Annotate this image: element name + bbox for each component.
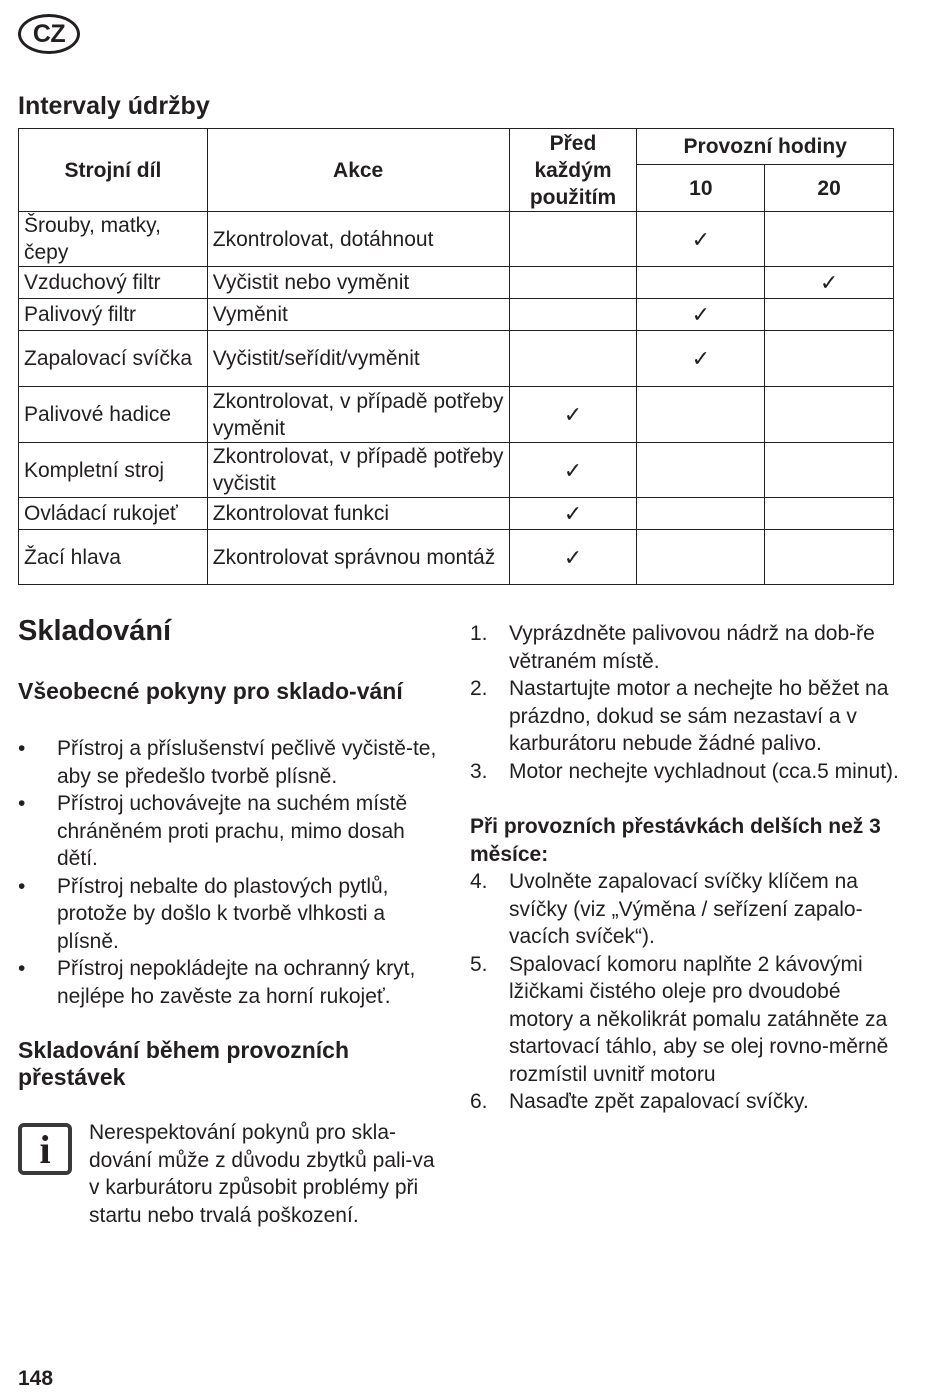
step-text: Spalovací komoru naplňte 2 kávovými lžičkami čistého oleje pro dvoudobé motory a několikrát pomalu zatáhněte za startovací táhlo, aby se olej rovno-měrně rozmístil uvnitř motoru: [509, 952, 889, 1086]
table-row: [19, 299, 894, 331]
step-text: Nastartujte motor a nechejte ho běžet na prázdno, dokud se sám nezastaví a v karburátoru nebude žádné palivo.: [509, 677, 889, 755]
header-before-each-use: Před každým použitím: [509, 129, 637, 212]
check-20-hours: [765, 443, 894, 498]
row-part: Palivové hadice: [19, 387, 208, 443]
step-number: 2.: [470, 677, 488, 700]
check-20-hours: [765, 530, 894, 585]
check-before-use: [509, 212, 637, 267]
check-20-hours: [765, 331, 894, 387]
step-text: Uvolněte zapalovací svíčky klíčem na svíčky (viz „Výměna / seřízení zapalo-vacích svíček“).: [509, 870, 863, 948]
header-20-hours: 20: [765, 165, 894, 212]
check-10-hours: ✓: [637, 299, 765, 331]
step-text: Nasaďte zpět zapalovací svíčky.: [509, 1090, 809, 1113]
long-pause-steps-list: [470, 868, 900, 1116]
row-action: Zkontrolovat, v případě potřeby vyměnit: [207, 387, 509, 443]
language-badge: CZ: [18, 14, 80, 54]
row-part: Ovládací rukojeť: [19, 498, 208, 530]
bullet-symbol: •: [18, 874, 26, 898]
steps-list: [470, 620, 900, 785]
storage-title: Skladování: [18, 615, 172, 647]
check-20-hours: ✓: [765, 267, 894, 299]
header-action: Akce: [207, 129, 509, 212]
table-row: [19, 267, 894, 299]
row-action: Zkontrolovat, v případě potřeby vyčistit: [207, 443, 509, 498]
bullet-symbol: •: [18, 957, 26, 980]
check-10-hours: [637, 498, 765, 530]
row-action: Zkontrolovat funkci: [207, 498, 509, 530]
check-before-use: ✓: [509, 443, 637, 498]
row-part: Kompletní stroj: [19, 443, 208, 498]
general-instructions-list: [18, 735, 448, 1010]
list-item: [18, 955, 448, 1010]
table-row: [19, 530, 894, 585]
row-action: Vyčistit/seřídit/vyměnit: [207, 331, 509, 387]
bullet-symbol: •: [18, 792, 26, 815]
list-item: [18, 873, 448, 956]
check-20-hours: [765, 212, 894, 267]
row-part: Palivový filtr: [19, 299, 208, 331]
check-before-use: ✓: [509, 498, 637, 530]
general-instructions-title: Všeobecné pokyny pro sklado-vání: [18, 678, 403, 704]
long-pause-heading: Při provozních přestávkách delších než 3 měsíce:: [470, 815, 881, 866]
page-number: 148: [18, 1367, 54, 1390]
list-item: [470, 1088, 900, 1116]
maintenance-table: [18, 128, 894, 585]
list-item-text: Přístroj nepokládejte na ochranný kryt, nejlépe ho zavěste za horní rukojeť.: [57, 957, 416, 1008]
step-number: 5.: [470, 952, 488, 976]
list-item: [470, 868, 900, 951]
step-number: 4.: [470, 870, 488, 893]
check-before-use: [509, 267, 637, 299]
header-part: Strojní díl: [19, 129, 208, 212]
check-10-hours: [637, 387, 765, 443]
storage-left-column: [18, 615, 448, 1229]
list-item: [470, 620, 900, 675]
table-row: [19, 331, 894, 387]
table-row: [19, 443, 894, 498]
step-number: 3.: [470, 759, 488, 783]
row-part: Vzduchový filtr: [19, 267, 208, 299]
check-10-hours: ✓: [637, 212, 765, 267]
check-20-hours: [765, 299, 894, 331]
table-row: [19, 212, 894, 267]
check-10-hours: [637, 267, 765, 299]
row-part: Zapalovací svíčka: [19, 331, 208, 387]
info-note-text: Nerespektování pokynů pro skla-dování může z důvodu zbytků pali-va v karburátoru způsobit problémy při startu nebo trvalá poškození.: [89, 1121, 435, 1227]
row-action: Zkontrolovat správnou montáž: [207, 530, 509, 585]
list-item: [18, 735, 448, 790]
step-number: 1.: [470, 622, 488, 645]
row-action: Vyměnit: [207, 299, 509, 331]
step-text: Motor nechejte vychladnout (cca.5 minut).: [509, 759, 899, 783]
header-10-hours: 10: [637, 165, 765, 212]
list-item-text: Přístroj uchovávejte na suchém místě chráněném proti prachu, mimo dosah dětí.: [57, 792, 408, 870]
row-action: Vyčistit nebo vyměnit: [207, 267, 509, 299]
table-row: [19, 387, 894, 443]
row-part: Šrouby, matky, čepy: [19, 212, 208, 267]
operational-pause-title: Skladování během provozních přestávek: [18, 1037, 350, 1090]
check-10-hours: ✓: [637, 331, 765, 387]
bullet-symbol: •: [18, 737, 26, 760]
header-operating-hours: Provozní hodiny: [637, 129, 894, 165]
step-text: Vyprázdněte palivovou nádrž na dob-ře větraném místě.: [509, 622, 875, 673]
list-item-text: Přístroj a příslušenství pečlivě vyčistě-te, aby se předešlo tvorbě plísně.: [57, 737, 437, 788]
list-item: [470, 951, 900, 1089]
row-action: Zkontrolovat, dotáhnout: [207, 212, 509, 267]
check-before-use: [509, 299, 637, 331]
row-part: Žací hlava: [19, 530, 208, 585]
check-20-hours: [765, 387, 894, 443]
table-row: [19, 498, 894, 530]
check-10-hours: [637, 443, 765, 498]
info-note: [18, 1119, 448, 1229]
list-item: [470, 758, 900, 786]
step-number: 6.: [470, 1090, 488, 1113]
check-10-hours: [637, 530, 765, 585]
maintenance-title: Intervaly údržby: [18, 92, 210, 120]
check-before-use: ✓: [509, 530, 637, 585]
check-before-use: ✓: [509, 387, 637, 443]
list-item-text: Přístroj nebalte do plastových pytlů, protože by došlo k tvorbě vlhkosti a plísně.: [57, 874, 389, 953]
storage-right-column: [470, 620, 900, 1116]
info-icon: i: [18, 1123, 72, 1175]
check-20-hours: [765, 498, 894, 530]
list-item: [470, 675, 900, 758]
list-item: [18, 790, 448, 873]
check-before-use: [509, 331, 637, 387]
